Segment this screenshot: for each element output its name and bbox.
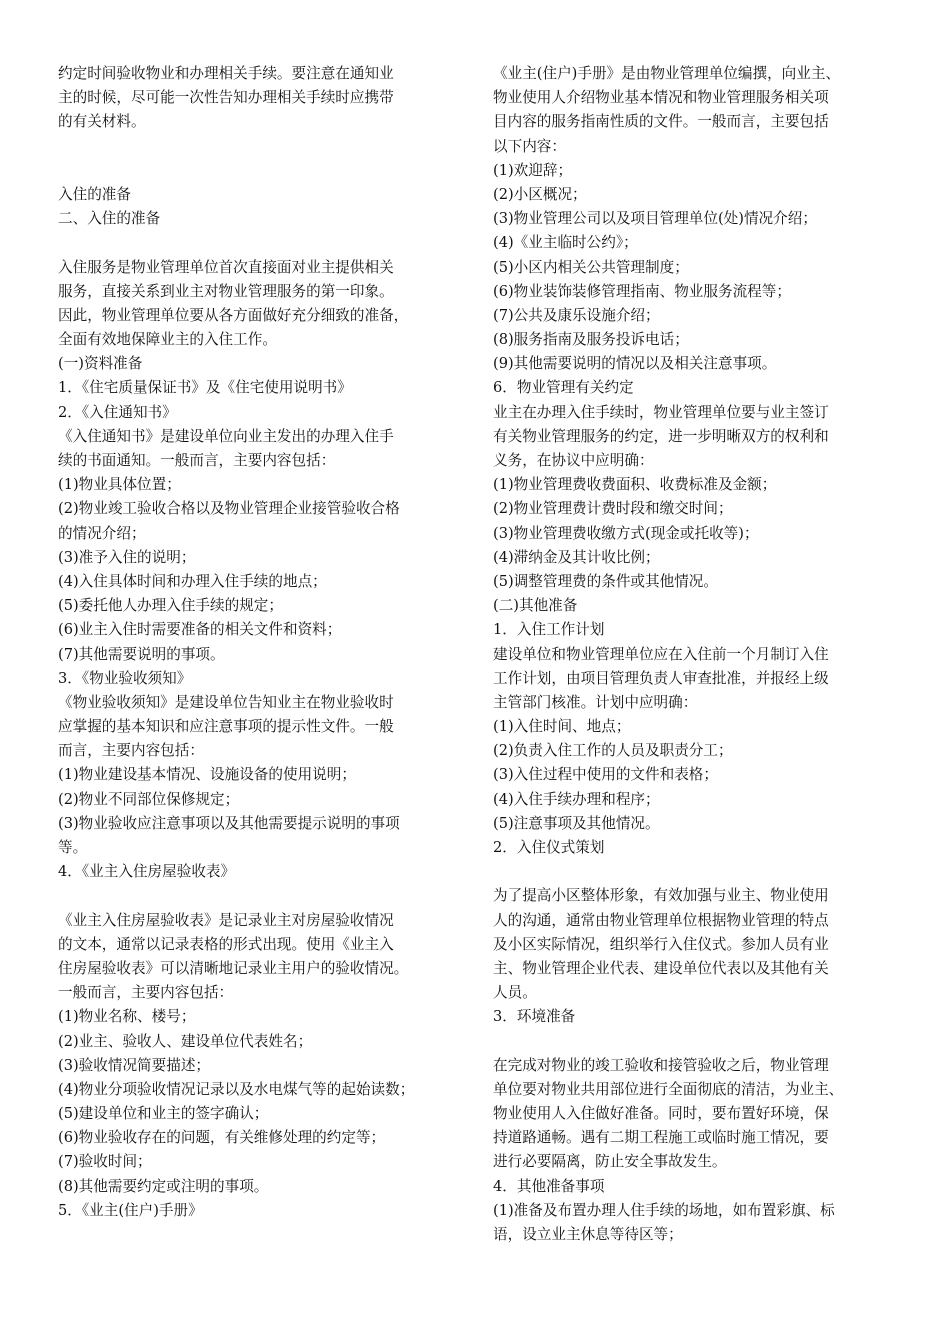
text-line: (2)物业管理费计费时段和缴交时间； — [493, 500, 733, 518]
text-line: 全面有效地保障业主的入住工作。 — [58, 331, 277, 349]
text-line: 入住的准备 — [58, 185, 131, 203]
text-line: 业主在办理入住手续时，物业管理单位要与业主签订 — [493, 403, 829, 421]
text-line: (4)入住具体时间和办理入住手续的地点； — [58, 572, 327, 590]
text-line: 有关物业管理服务的约定，进一步明晰双方的权利和 — [493, 427, 829, 445]
text-line: (3)物业验收应注意事项以及其他需要提示说明的事项 — [58, 814, 400, 832]
text-line: 因此，物业管理单位要从各方面做好充分细致的准备， — [58, 306, 409, 324]
text-line: (5)注意事项及其他情况。 — [493, 814, 660, 832]
text-line: (7)其他需要说明的事项。 — [58, 645, 225, 663]
text-line: 5．《业主(住户)手册》 — [58, 1201, 203, 1219]
blank-line — [58, 231, 473, 255]
text-line: 《物业验收须知》是建设单位告知业主在物业验收时 — [58, 693, 394, 711]
text-line: (1)准备及布置办理人住手续的场地，如布置彩旗、标 — [493, 1201, 835, 1219]
text-line: 1．《住宅质量保证书》及《住宅使用说明书》 — [58, 379, 352, 397]
text-line: 3．环境准备 — [493, 1008, 576, 1026]
text-line: 住房屋验收表》可以清晰地记录业主用户的验收情况。 — [58, 959, 409, 977]
text-line: 持道路通畅。遇有二期工程施工或临时施工情况，要 — [493, 1129, 829, 1147]
text-line: 人员。 — [493, 984, 537, 1002]
text-line: (2)业主、验收人、建设单位代表姓名； — [58, 1032, 313, 1050]
text-line: (4)《业主临时公约》； — [493, 234, 638, 252]
text-line: 续的书面通知。一般而言，主要内容包括： — [58, 452, 336, 469]
text-line: 4．其他准备事项 — [493, 1177, 605, 1195]
left-column — [58, 62, 473, 1223]
text-line: 建设单位和物业管理单位应在入住前一个月制订入住 — [493, 645, 829, 663]
text-line: 6．物业管理有关约定 — [493, 379, 634, 397]
text-line: (一)资料准备 — [58, 355, 143, 373]
text-line: (9)其他需要说明的情况以及相关注意事项。 — [493, 355, 777, 373]
text-line: (3)物业管理公司以及项目管理单位(处)情况介绍； — [493, 210, 817, 228]
text-line: 3．《物业验收须知》 — [58, 669, 192, 687]
text-line: 以下内容： — [493, 137, 566, 155]
text-line: 工作计划，由项目管理负责人审查批准，并报经上级 — [493, 669, 829, 687]
text-line: (5)小区内相关公共管理制度； — [493, 258, 689, 276]
blank-line — [493, 860, 908, 884]
text-line: 1．入住工作计划 — [493, 621, 605, 639]
text-line: 4．《业主入住房屋验收表》 — [58, 863, 236, 881]
text-line: 物业使用人入住做好准备。同时，要布置好环境，保 — [493, 1105, 829, 1123]
text-line: 的有关材料。 — [58, 113, 146, 131]
text-line: (1)物业管理费收费面积、收费标准及金额； — [493, 476, 777, 494]
text-line: (5)建设单位和业主的签字确认； — [58, 1105, 269, 1123]
text-line: (3)入住过程中使用的文件和表格； — [493, 766, 718, 784]
text-line: (2)物业不同部位保修规定； — [58, 790, 240, 808]
blank-line — [58, 159, 473, 183]
text-line: 义务，在协议中应明确： — [493, 452, 654, 469]
text-line: 服务，直接关系到业主对物业管理服务的第一印象。 — [58, 282, 394, 300]
text-line: 等。 — [58, 839, 88, 856]
text-line: (5)委托他人办理入住手续的规定； — [58, 597, 283, 615]
text-line: (1)物业具体位置； — [58, 476, 181, 494]
text-line: (8)服务指南及服务投诉电话； — [493, 331, 689, 349]
text-line: 单位要对物业共用部位进行全面彻底的清洁，为业主、 — [493, 1080, 844, 1098]
text-line: (二)其他准备 — [493, 597, 578, 615]
text-line: 的情况介绍； — [58, 524, 146, 542]
text-line: (1)物业名称、楼号； — [58, 1008, 196, 1026]
text-line: (7)公共及康乐设施介绍； — [493, 306, 660, 324]
text-line: 《业主入住房屋验收表》是记录业主对房屋验收情况 — [58, 911, 394, 929]
text-line: (1)入住时间、地点； — [493, 718, 631, 736]
text-line: (3)准予入住的说明； — [58, 548, 196, 566]
text-line: (7)验收时间； — [58, 1153, 152, 1171]
text-line: (2)小区概况； — [493, 185, 587, 203]
text-line: 的文本，通常以记录表格的形式出现。使用《业主入 — [58, 935, 394, 953]
text-line: (3)验收情况简要描述； — [58, 1056, 211, 1074]
text-line: 《业主(住户)手册》是由物业管理单位编撰，向业主、 — [493, 65, 841, 82]
text-line: 在完成对物业的竣工验收和接管验收之后，物业管理 — [493, 1056, 829, 1074]
text-line: (5)调整管理费的条件或其他情况。 — [493, 572, 718, 590]
text-line: 为了提高小区整体形象，有效加强与业主、物业使用 — [493, 887, 829, 905]
text-line: 进行必要隔离，防止安全事故发生。 — [493, 1153, 727, 1171]
blank-line — [493, 1030, 908, 1054]
text-line: 2．入住仪式策划 — [493, 839, 605, 856]
text-line: 目内容的服务指南性质的文件。一般而言，主要包括 — [493, 113, 829, 131]
text-line: 主的时候，尽可能一次性告知办理相关手续时应携带 — [58, 89, 394, 107]
text-line: 一般而言，主要内容包括： — [58, 984, 234, 1002]
text-line: (2)负责入住工作的人员及职责分工； — [493, 742, 733, 760]
text-line: 入住服务是物业管理单位首次直接面对业主提供相关 — [58, 258, 394, 276]
text-line: (3)物业管理费收缴方式(现金或托收等)； — [493, 524, 759, 542]
blank-line — [58, 884, 473, 908]
text-line: 而言，主要内容包括： — [58, 742, 204, 760]
text-line: 二、入住的准备 — [58, 210, 161, 228]
text-line: 物业使用人介绍物业基本情况和物业管理服务相关项 — [493, 89, 829, 107]
text-line: (6)业主入住时需要准备的相关文件和资料； — [58, 621, 342, 639]
text-line: 语，设立业主休息等待区等； — [493, 1226, 683, 1243]
text-line: 约定时间验收物业和办理相关手续。要注意在通知业 — [58, 65, 394, 82]
right-column — [493, 62, 908, 1247]
text-line: (8)其他需要约定或注明的事项。 — [58, 1177, 269, 1195]
text-line: 及小区实际情况，组织举行入住仪式。参加人员有业 — [493, 935, 829, 953]
text-line: 主管部门核准。计划中应明确： — [493, 693, 698, 711]
text-line: (2)物业竣工验收合格以及物业管理企业接管验收合格 — [58, 500, 400, 518]
blank-line — [58, 135, 473, 159]
text-line: 应掌握的基本知识和应注意事项的提示性文件。一般 — [58, 718, 394, 736]
text-line: (1)欢迎辞； — [493, 161, 573, 179]
text-line: 《入住通知书》是建设单位向业主发出的办理入住手 — [58, 427, 394, 445]
text-line: (4)入住手续办理和程序； — [493, 790, 660, 808]
text-line: 主、物业管理企业代表、建设单位代表以及其他有关 — [493, 959, 829, 977]
text-line: 2．《入住通知书》 — [58, 403, 177, 421]
text-line: 人的沟通，通常由物业管理单位根据物业管理的特点 — [493, 911, 829, 929]
text-line: (6)物业验收存在的问题，有关维修处理的约定等； — [58, 1129, 386, 1147]
text-line: (1)物业建设基本情况、设施设备的使用说明； — [58, 766, 356, 784]
text-line: (4)物业分项验收情况记录以及水电煤气等的起始读数； — [58, 1080, 415, 1098]
text-line: (4)滞纳金及其计收比例； — [493, 548, 660, 566]
text-line: (6)物业装饰装修管理指南、物业服务流程等； — [493, 282, 791, 300]
